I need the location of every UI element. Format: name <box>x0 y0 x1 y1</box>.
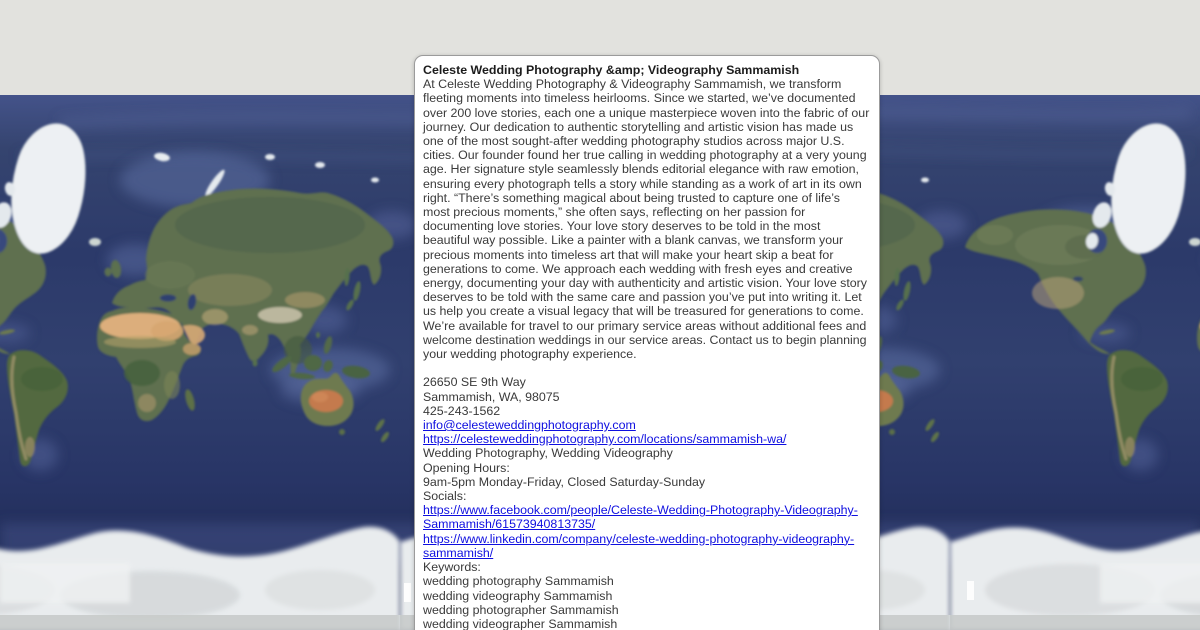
map-infowindow <box>414 55 880 630</box>
phone-number: 425-243-1562 <box>423 403 501 418</box>
services: Wedding Photography, Wedding Videography <box>423 446 673 461</box>
keyword-item: wedding photographer Sammamish <box>423 602 619 617</box>
map-blank-tile-artifact <box>967 581 974 600</box>
opening-hours: 9am-5pm Monday-Friday, Closed Saturday-Sunday <box>423 474 706 489</box>
address-street: 26650 SE 9th Way <box>423 375 526 390</box>
website-link[interactable]: https://celesteweddingphotography.com/locations/sammamish-wa/ <box>423 432 787 447</box>
socials-label: Socials: <box>423 489 467 504</box>
map-blank-tile-artifact <box>404 583 411 602</box>
address-city-state-zip: Sammamish, WA, 98075 <box>423 389 560 404</box>
keyword-item: wedding photography Sammamish <box>423 574 614 589</box>
business-contact-block <box>423 375 870 630</box>
keywords-label: Keywords: <box>423 560 481 575</box>
linkedin-link[interactable]: https://www.linkedin.com/company/celeste-wedding-photography-videography-sammamish/ <box>423 531 855 560</box>
business-description: At Celeste Wedding Photography & Videography Sammamish, we transform fleeting moments into timeless heirlooms. Since we started, we’ve documented over 200 love stories, each one a unique masterpiece woven into the fabric of our journey. Our dedication to authentic storytelling and artistic vision has made us one of the most sought-after wedding photography studios across major U.S. cities. Our founder found her true calling in wedding photography at a very young age. Her signature style seamlessly blends editorial elegance with raw emotion, ensuring every photograph tells a story while standing as a work of art in its own right. “There’s something magical about being trusted to capture one of life’s most precious moments,” she often says, reflecting on her passion for documenting love stories. Your love story deserves to be told in the most beautiful way possible. Like a painter with a blank canvas, we transform your precious moments into timeless art that will make your heart skip a beat for generations to come. We approach each wedding with fresh eyes and creative energy, documenting your day with authenticity and artistic vision. Your love story deserves to be told with the same care and passion you’ve put into writing it. Let us help you create a visual legacy that will be treasured for generations to come. We’re available for travel to our primary service areas without additional fees and welcome destination weddings in our service areas. Contact us to begin planning your wedding photography experience. <box>423 77 870 362</box>
opening-hours-label: Opening Hours: <box>423 460 510 475</box>
keyword-item: wedding videography Sammamish <box>423 588 613 603</box>
facebook-link[interactable]: https://www.facebook.com/people/Celeste-Wedding-Photography-Videography-Sammamish/61573940813735/ <box>423 503 858 532</box>
keyword-item: wedding videographer Sammamish <box>423 616 618 630</box>
email-link[interactable]: info@celesteweddingphotography.com <box>423 418 636 433</box>
business-title: Celeste Wedding Photography &amp; Videography Sammamish <box>423 63 800 77</box>
